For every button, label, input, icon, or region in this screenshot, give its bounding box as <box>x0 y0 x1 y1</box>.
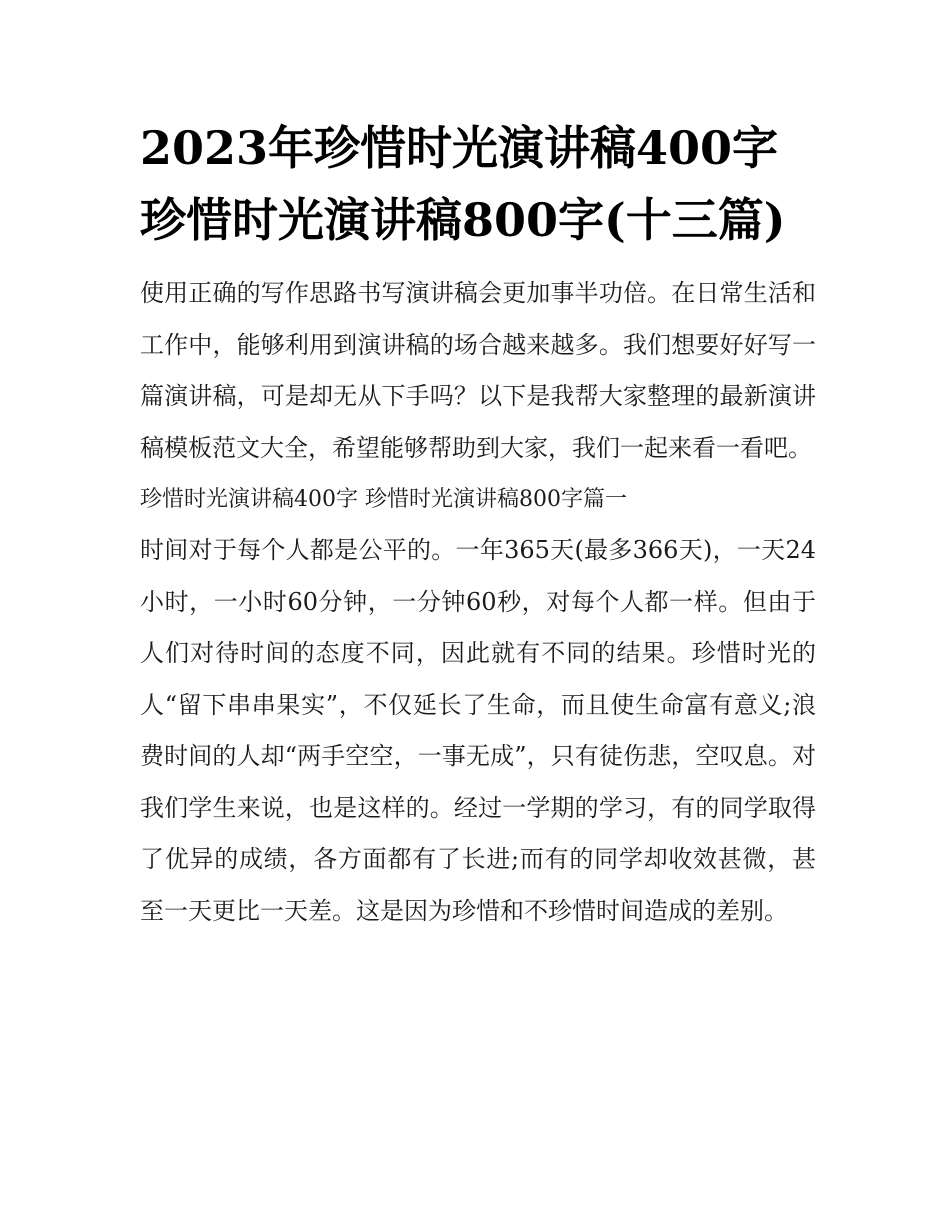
intro-paragraph: 使用正确的写作思路书写演讲稿会更加事半功倍。在日常生活和工作中，能够利用到演讲稿的场合越来越多。我们想要好好写一篇演讲稿，可是却无从下手吗？以下是我帮大家整理的最新演讲稿模板范文大全，希望能够帮助到大家，我们一起来看一看吧。 <box>140 279 816 462</box>
document-page <box>140 112 816 937</box>
section-heading: 珍惜时光演讲稿400字 珍惜时光演讲稿800字篇一 <box>140 487 627 512</box>
body-paragraph: 时间对于每个人都是公平的。一年365天(最多366天)，一天24小时，一小时60分钟，一分钟60秒，对每个人都一样。但由于人们对待时间的态度不同，因此就有不同的结果。珍惜时光的人“留下串串果实”，不仅延长了生命，而且使生命富有意义;浪费时间的人却“两手空空，一事无成”，只有徒伤悲，空叹息。对我们学生来说，也是这样的。经过一学期的学习，有的同学取得了优异的成绩，各方面都有了长进;而有的同学却收效甚微，甚至一天更比一天差。这是因为珍惜和不珍惜时间造成的差别。 <box>140 536 816 925</box>
document-title: 2023年珍惜时光演讲稿400字 珍惜时光演讲稿800字(十三篇) <box>140 121 786 247</box>
